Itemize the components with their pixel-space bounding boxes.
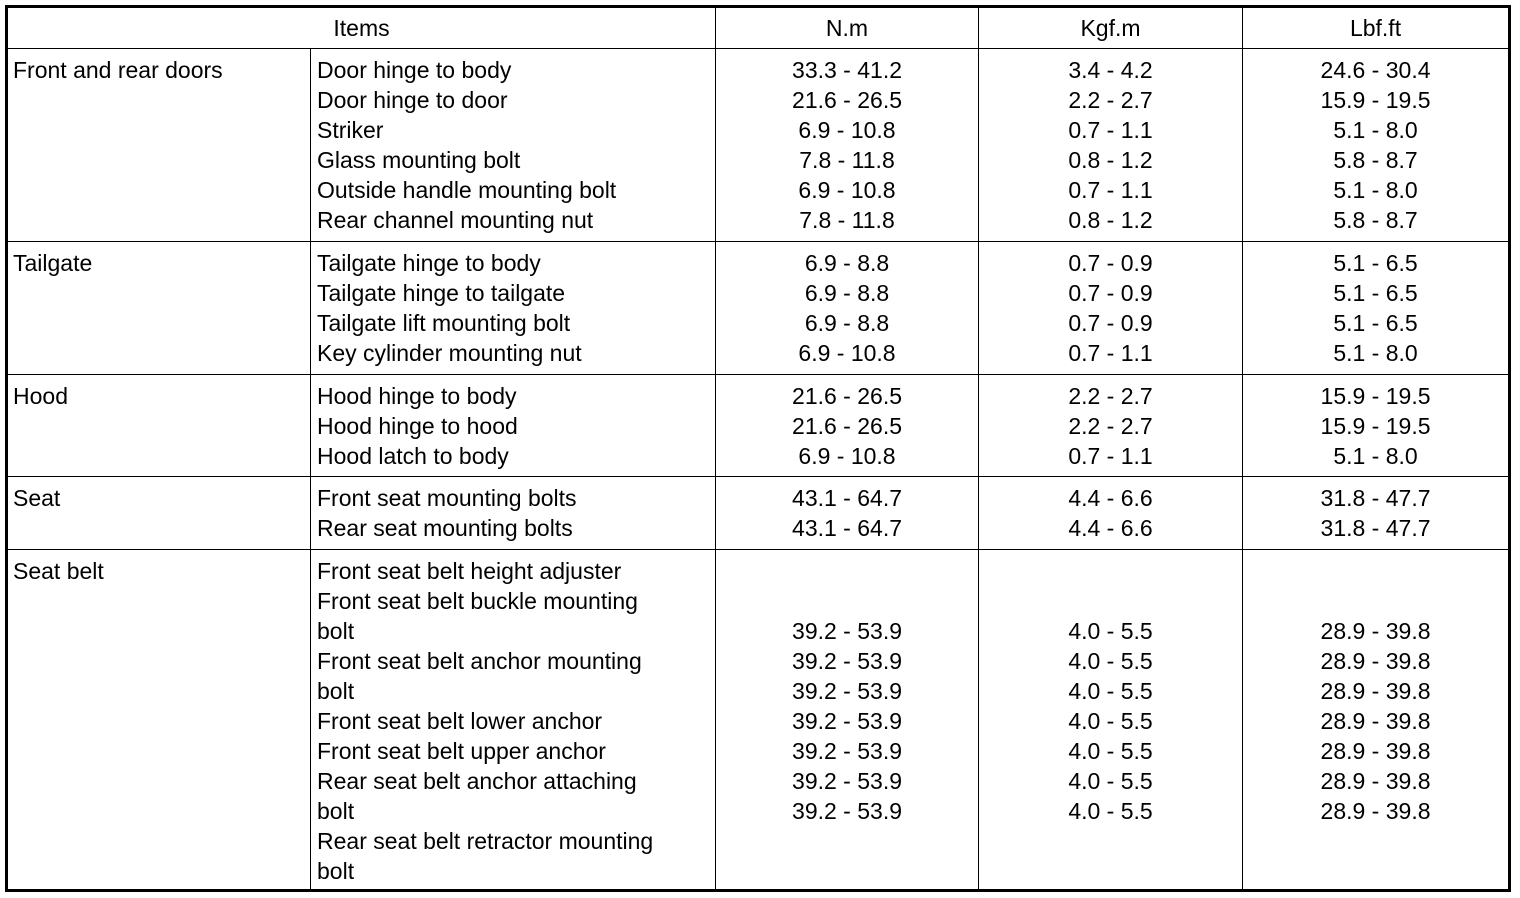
lbf-value: 15.9 - 19.5 xyxy=(1320,413,1431,439)
category-seat-belt: Seat belt xyxy=(7,550,311,891)
kgf-value: 2.2 - 2.7 xyxy=(1068,383,1153,409)
nm-value: 21.6 - 26.5 xyxy=(792,87,902,113)
lbf-value: 28.9 - 39.8 xyxy=(1320,708,1431,734)
nm-values xyxy=(716,550,979,891)
lbf-value: 15.9 - 19.5 xyxy=(1320,383,1431,409)
kgf-values xyxy=(979,49,1243,242)
torque-spec-table xyxy=(5,5,1511,892)
nm-value: 7.8 - 11.8 xyxy=(799,207,895,233)
lbf-value: 28.9 - 39.8 xyxy=(1320,648,1431,674)
table-row xyxy=(7,242,1510,375)
kgf-value: 4.0 - 5.5 xyxy=(1068,738,1153,764)
nm-value: 6.9 - 8.8 xyxy=(804,310,890,336)
item-label: Front seat belt anchor mounting xyxy=(317,648,642,674)
nm-value: 39.2 - 53.9 xyxy=(792,738,902,764)
lbf-value: 5.1 - 8.0 xyxy=(1333,443,1418,469)
lbf-value: 5.1 - 6.5 xyxy=(1333,310,1418,336)
item-label: Hood hinge to hood xyxy=(317,413,518,439)
kgf-value: 0.7 - 1.1 xyxy=(1068,443,1153,469)
nm-value: 39.2 - 53.9 xyxy=(792,648,902,674)
value-spacer xyxy=(716,556,978,616)
nm-value: 43.1 - 64.7 xyxy=(792,485,902,511)
items-cell xyxy=(311,550,716,891)
kgf-value: 0.7 - 1.1 xyxy=(1068,177,1153,203)
nm-value: 7.8 - 11.8 xyxy=(799,147,895,173)
kgf-values xyxy=(979,242,1243,375)
item-label: Front seat belt lower anchor xyxy=(317,708,603,734)
kgf-value: 4.0 - 5.5 xyxy=(1068,798,1153,824)
item-label: Front seat belt buckle mounting xyxy=(317,588,638,614)
item-label: Glass mounting bolt xyxy=(317,147,521,173)
value-spacer xyxy=(1243,556,1508,616)
lbf-value: 31.8 - 47.7 xyxy=(1320,485,1431,511)
nm-value: 21.6 - 26.5 xyxy=(792,383,902,409)
header-row xyxy=(7,7,1510,49)
item-label: Front seat mounting bolts xyxy=(317,485,577,511)
nm-value: 21.6 - 26.5 xyxy=(792,413,902,439)
kgf-value: 3.4 - 4.2 xyxy=(1068,57,1153,83)
table-row xyxy=(7,375,1510,477)
category-hood: Hood xyxy=(7,375,311,477)
kgf-value: 4.0 - 5.5 xyxy=(1068,648,1153,674)
lbf-value: 15.9 - 19.5 xyxy=(1320,87,1431,113)
nm-value: 6.9 - 10.8 xyxy=(798,117,896,143)
lbf-values xyxy=(1243,375,1510,477)
nm-value: 39.2 - 53.9 xyxy=(792,708,902,734)
item-label: Rear seat mounting bolts xyxy=(317,515,573,541)
value-spacer xyxy=(979,556,1242,616)
item-label: Hood latch to body xyxy=(317,443,509,469)
lbf-values xyxy=(1243,477,1510,550)
kgf-values xyxy=(979,375,1243,477)
item-label: Key cylinder mounting nut xyxy=(317,340,582,366)
nm-value: 6.9 - 10.8 xyxy=(798,443,896,469)
table-row xyxy=(7,49,1510,242)
nm-value: 33.3 - 41.2 xyxy=(792,57,902,83)
category-seat: Seat xyxy=(7,477,311,550)
kgf-value: 0.7 - 1.1 xyxy=(1068,117,1153,143)
lbf-values xyxy=(1243,550,1510,891)
lbf-value: 5.1 - 8.0 xyxy=(1333,117,1418,143)
lbf-value: 5.8 - 8.7 xyxy=(1333,147,1418,173)
kgf-value: 2.2 - 2.7 xyxy=(1068,413,1153,439)
item-label: Door hinge to door xyxy=(317,87,508,113)
lbf-value: 5.8 - 8.7 xyxy=(1333,207,1418,233)
kgf-value: 0.7 - 0.9 xyxy=(1068,310,1153,336)
kgf-values xyxy=(979,477,1243,550)
nm-value: 39.2 - 53.9 xyxy=(792,618,902,644)
item-label: Rear channel mounting nut xyxy=(317,207,594,233)
item-label: bolt xyxy=(317,858,355,884)
nm-values xyxy=(716,375,979,477)
lbf-values xyxy=(1243,242,1510,375)
table-row xyxy=(7,550,1510,891)
header-nm: N.m xyxy=(716,7,979,49)
item-label: Front seat belt height adjuster xyxy=(317,558,622,584)
nm-value: 43.1 - 64.7 xyxy=(792,515,902,541)
kgf-value: 4.4 - 6.6 xyxy=(1068,515,1153,541)
header-kgf: Kgf.m xyxy=(979,7,1243,49)
nm-values xyxy=(716,49,979,242)
lbf-value: 5.1 - 6.5 xyxy=(1333,280,1418,306)
kgf-value: 4.4 - 6.6 xyxy=(1068,485,1153,511)
nm-value: 6.9 - 8.8 xyxy=(804,250,890,276)
items-cell xyxy=(311,242,716,375)
nm-value: 6.9 - 8.8 xyxy=(804,280,890,306)
nm-value: 6.9 - 10.8 xyxy=(798,340,896,366)
kgf-value: 0.8 - 1.2 xyxy=(1068,147,1153,173)
kgf-values xyxy=(979,550,1243,891)
table-row xyxy=(7,477,1510,550)
kgf-value: 4.0 - 5.5 xyxy=(1068,618,1153,644)
item-label: bolt xyxy=(317,678,355,704)
item-label: Rear seat belt anchor attaching xyxy=(317,768,637,794)
category-tailgate: Tailgate xyxy=(7,242,311,375)
item-label: Tailgate hinge to tailgate xyxy=(317,280,566,306)
item-label: Rear seat belt retractor mounting xyxy=(317,828,654,854)
lbf-value: 5.1 - 8.0 xyxy=(1333,340,1418,366)
item-label: bolt xyxy=(317,618,355,644)
lbf-value: 28.9 - 39.8 xyxy=(1320,738,1431,764)
kgf-value: 2.2 - 2.7 xyxy=(1068,87,1153,113)
header-items: Items xyxy=(7,7,716,49)
nm-values xyxy=(716,242,979,375)
item-label: Striker xyxy=(317,117,384,143)
kgf-value: 4.0 - 5.5 xyxy=(1068,708,1153,734)
kgf-value: 4.0 - 5.5 xyxy=(1068,768,1153,794)
items-cell xyxy=(311,49,716,242)
nm-value: 39.2 - 53.9 xyxy=(792,768,902,794)
nm-values xyxy=(716,477,979,550)
items-cell xyxy=(311,375,716,477)
item-label: Door hinge to body xyxy=(317,57,512,83)
kgf-value: 0.7 - 0.9 xyxy=(1068,280,1153,306)
category-front-rear-doors: Front and rear doors xyxy=(7,49,311,242)
items-cell xyxy=(311,477,716,550)
kgf-value: 0.7 - 0.9 xyxy=(1068,250,1153,276)
nm-value: 39.2 - 53.9 xyxy=(792,798,902,824)
lbf-value: 5.1 - 6.5 xyxy=(1333,250,1418,276)
header-lbf: Lbf.ft xyxy=(1243,7,1510,49)
lbf-value: 5.1 - 8.0 xyxy=(1333,177,1418,203)
lbf-value: 28.9 - 39.8 xyxy=(1320,768,1431,794)
kgf-value: 0.7 - 1.1 xyxy=(1068,340,1153,366)
lbf-value: 28.9 - 39.8 xyxy=(1320,618,1431,644)
lbf-values xyxy=(1243,49,1510,242)
item-label: Tailgate lift mounting bolt xyxy=(317,310,571,336)
item-label: Tailgate hinge to body xyxy=(317,250,541,276)
lbf-value: 31.8 - 47.7 xyxy=(1320,515,1431,541)
kgf-value: 0.8 - 1.2 xyxy=(1068,207,1153,233)
lbf-value: 28.9 - 39.8 xyxy=(1320,798,1431,824)
item-label: Outside handle mounting bolt xyxy=(317,177,617,203)
item-label: Front seat belt upper anchor xyxy=(317,738,606,764)
item-label: Hood hinge to body xyxy=(317,383,517,409)
lbf-value: 24.6 - 30.4 xyxy=(1320,57,1431,83)
item-label: bolt xyxy=(317,798,355,824)
lbf-value: 28.9 - 39.8 xyxy=(1320,678,1431,704)
kgf-value: 4.0 - 5.5 xyxy=(1068,678,1153,704)
nm-value: 39.2 - 53.9 xyxy=(792,678,902,704)
nm-value: 6.9 - 10.8 xyxy=(798,177,896,203)
